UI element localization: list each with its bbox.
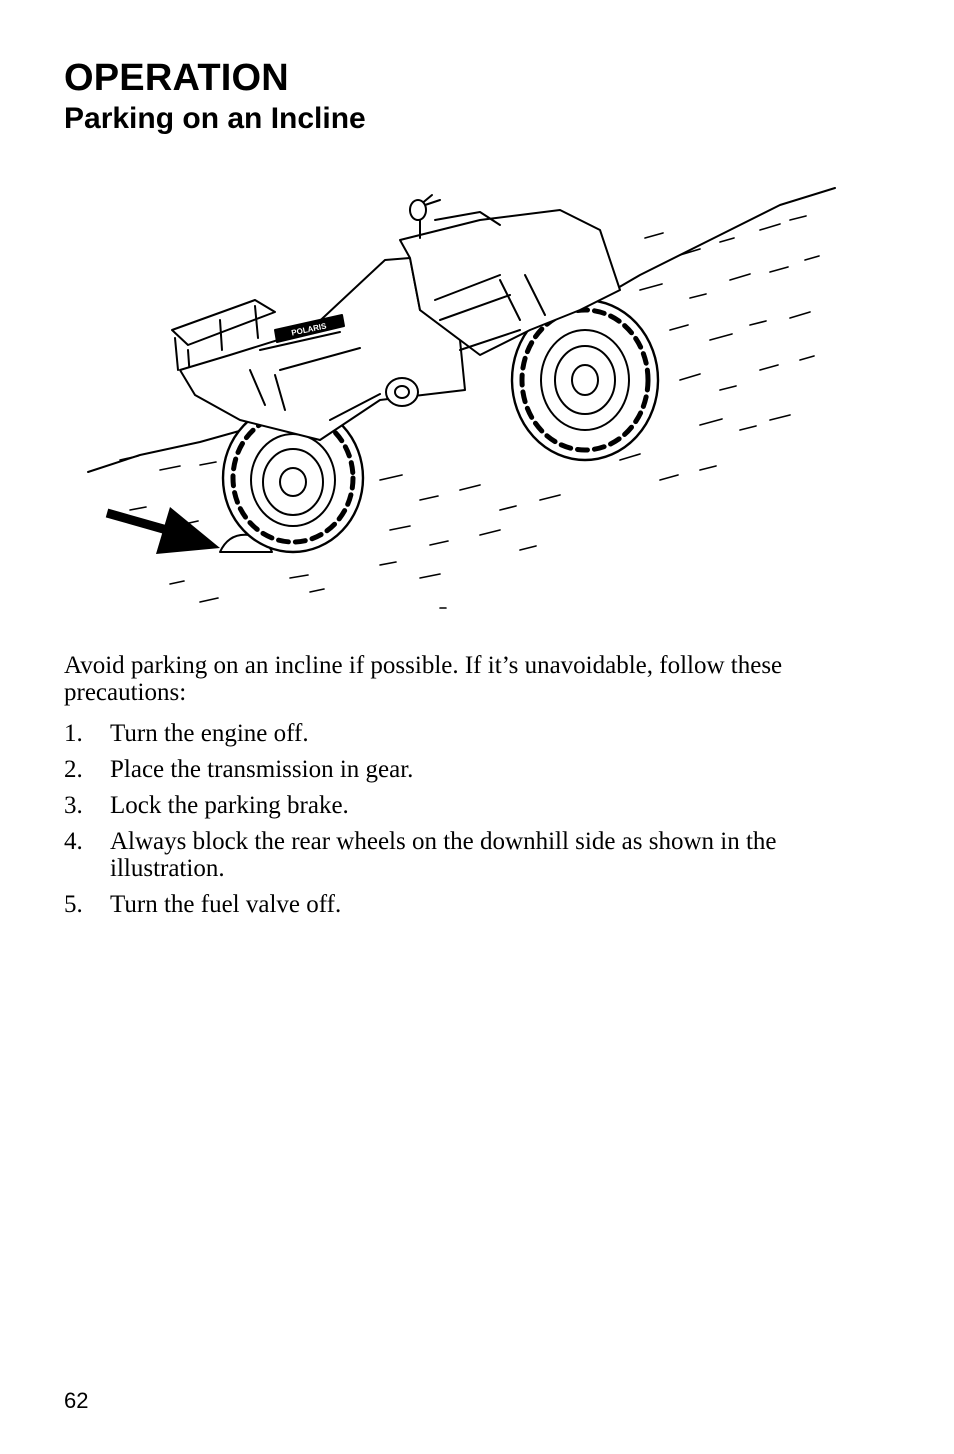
section-title: OPERATION [64, 57, 289, 99]
precautions-list [64, 720, 874, 927]
step-number: 4. [64, 828, 83, 855]
step-text: Always block the rear wheels on the downhill side as shown in the illustration. [110, 828, 777, 882]
step-text: Turn the fuel valve off. [110, 891, 342, 918]
arrow-right-icon [107, 507, 220, 554]
step-number: 2. [64, 756, 83, 783]
list-item [64, 756, 874, 783]
list-item [64, 720, 874, 747]
page-number: 62 [64, 1388, 89, 1413]
list-item [64, 891, 874, 918]
step-text: Place the transmission in gear. [110, 756, 414, 783]
step-number: 1. [64, 720, 83, 747]
atv-badge-text: POLARIS [290, 321, 328, 338]
step-text: Lock the parking brake. [110, 792, 349, 819]
list-item [64, 828, 874, 882]
step-number: 5. [64, 891, 83, 918]
atv-incline-illustration [80, 180, 840, 620]
step-number: 3. [64, 792, 83, 819]
list-item [64, 792, 874, 819]
step-text: Turn the engine off. [110, 720, 309, 747]
subsection-title: Parking on an Incline [64, 102, 366, 135]
intro-paragraph: Avoid parking on an incline if possible. If it’s unavoidable, follow these precautions: [64, 652, 783, 706]
